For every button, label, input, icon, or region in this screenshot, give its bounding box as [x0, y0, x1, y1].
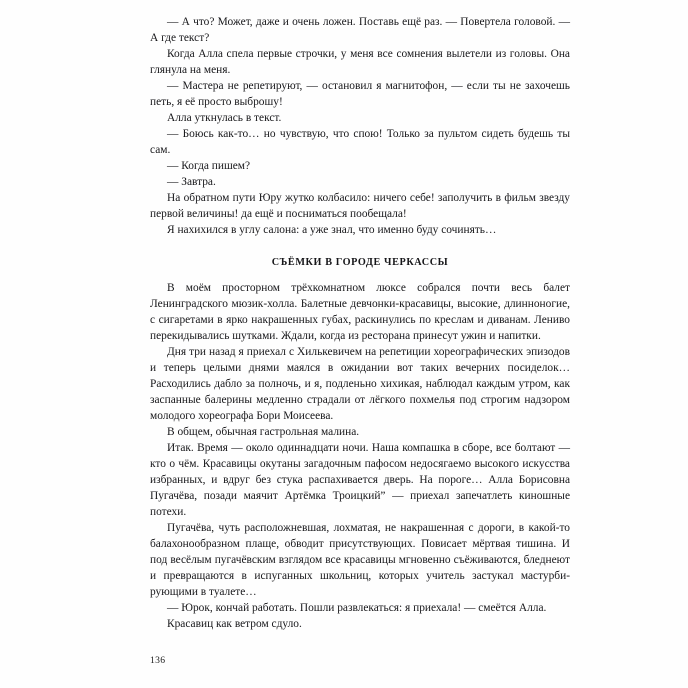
paragraph: Дня три назад я приехал с Хилькевичем на репетиции хореографических эпизодов и теперь целыми днями маялся в ожидании вот таких вечерних посиделок… Расходились дабло за полночь, и я, подленьно хихикая, наблюдал каждым утром, как заспанные балерины медленно страдали от лёгкого похмелья под строгим надзором молодого хореографа Бори Моисеева.: [150, 346, 570, 422]
paragraph: — Юрок, кончай работать. Пошли развлекаться: я приехала! — смеётся Алла.: [167, 602, 547, 614]
page-body: [150, 14, 570, 632]
paragraph: Алла уткнулась в текст.: [167, 112, 282, 124]
paragraph: — Мастера не репетируют, — остановил я магнитофон, — если ты не захочешь петь, я её просто выброшу!: [150, 80, 570, 108]
page-number: 136: [150, 655, 166, 666]
paragraph: Я нахихился в углу салона: а уже знал, что именно буду сочинять…: [167, 224, 497, 236]
section-heading: СЪЁМКИ В ГОРОДЕ ЧЕРКАССЫ: [271, 257, 449, 268]
paragraph: В моём просторном трёхкомнатном люксе собрался почти весь балет Ленинградского мюзик-холла. Балетные девчонки-красавицы, высокие, длинноногие, с сигаретами в ярко накрашенных губах, раскинулись по креслам и диванам. Лениво перекидывались шутками. Ждали, когда из ресторана принесут ужин и напитки.: [150, 282, 570, 342]
paragraph: Красавиц как ветром сдуло.: [167, 618, 302, 630]
paragraph: — Завтра.: [167, 176, 216, 188]
paragraph: На обратном пути Юру жутко колбасило: ничего себе! заполучить в фильм звезду первой величины! да ещё и посниматься пообещала!: [150, 192, 570, 220]
paragraph: — Когда пишем?: [167, 160, 251, 172]
paragraph: В общем, обычная гастрольная малина.: [167, 426, 360, 438]
paragraph: — А что? Может, даже и очень ложен. Поставь ещё раз. — Повертела головой. — А где текст?: [150, 16, 570, 44]
paragraph: Пугачёва, чуть расположневшая, лохматая, не накрашенная с дороги, в какой-то балахонообразном плаще, обводит присутствующих. Повисает мёртвая тишина. И под весёлым пугачёвским взглядом все красавицы мгновенно съёживаются, бледнеют и превращаются в испуганных школьниц, которых учитель застукал мастурбирующими в туалете…: [150, 522, 570, 598]
paragraph: — Боюсь как-то… но чувствую, что спою! Только за пультом сидеть будешь ты сам.: [150, 128, 570, 156]
paragraph: Когда Алла спела первые строчки, у меня все сомнения вылетели из головы. Она глянула на меня.: [150, 48, 570, 76]
paragraph: Итак. Время — около одиннадцати ночи. Наша компашка в сборе, все болтают — кто о чём. Красавицы окутаны загадочным пафосом недосягаемо высокого искусства избранных, и вдруг без стука распахивается дверь. На пороге… Алла Борисовна Пугачёва, позади маячит Артёмка Троицкий” — приехал запечатлеть киношные потехи.: [150, 442, 570, 518]
